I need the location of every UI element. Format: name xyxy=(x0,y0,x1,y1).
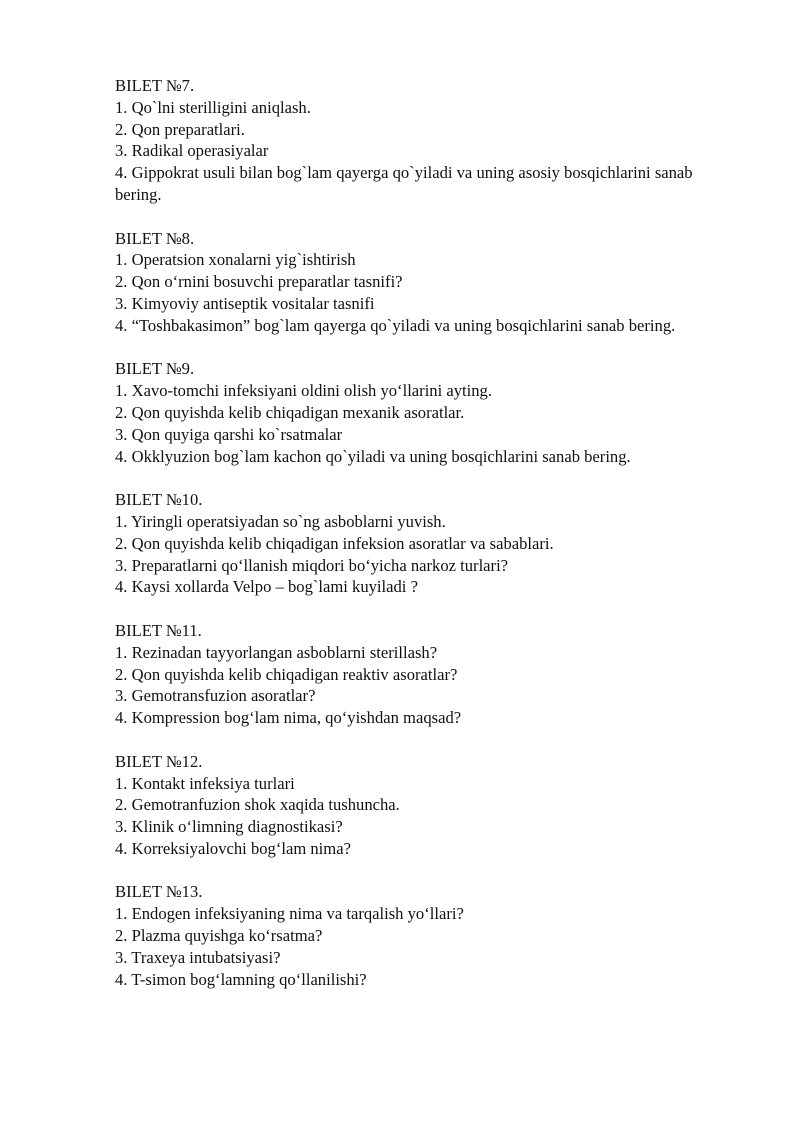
question-item: 1. Kontakt infeksiya turlari xyxy=(115,773,295,793)
ticket-title: BILET №13. xyxy=(115,882,203,902)
question-item: 2. Qon preparatlari. xyxy=(115,119,245,139)
question-item: 4. T-simon bog‘lamning qo‘llanilishi? xyxy=(115,969,367,989)
question-item: 3. Gemotransfuzion asoratlar? xyxy=(115,686,316,706)
ticket-title: BILET №8. xyxy=(115,228,195,248)
question-item: 2. Plazma quyishga ko‘rsatma? xyxy=(115,926,323,946)
question-item: 2. Qon quyishda kelib chiqadigan reaktiv asoratlar? xyxy=(115,664,458,684)
ticket-12 xyxy=(115,751,730,860)
ticket-title: BILET №10. xyxy=(115,490,203,510)
ticket-title: BILET №12. xyxy=(115,751,203,771)
question-item: 4. Korreksiyalovchi bog‘lam nima? xyxy=(115,838,351,858)
question-item: 1. Operatsion xonalarni yig`ishtirish xyxy=(115,250,356,270)
question-item: 4. Kaysi xollarda Velpo – bog`lami kuyiladi ? xyxy=(115,577,418,597)
question-item: 4. Kompression bog‘lam nima, qo‘yishdan maqsad? xyxy=(115,708,462,728)
ticket-7 xyxy=(115,75,730,206)
question-item: 1. Qo`lni sterilligini aniqlash. xyxy=(115,97,311,117)
question-item: 2. Qon quyishda kelib chiqadigan mexanik asoratlar. xyxy=(115,402,465,422)
question-item: 1. Endogen infeksiyaning nima va tarqalish yo‘llari? xyxy=(115,904,464,924)
ticket-title: BILET №9. xyxy=(115,359,195,379)
question-item: 3. Qon quyiga qarshi ko`rsatmalar xyxy=(115,424,343,444)
question-item: 4. Okklyuzion bog`lam kachon qo`yiladi va uning bosqichlarini sanab bering. xyxy=(115,446,631,466)
ticket-title: BILET №11. xyxy=(115,620,202,640)
question-item: 2. Qon o‘rnini bosuvchi preparatlar tasnifi? xyxy=(115,272,403,292)
document-page xyxy=(115,75,730,1012)
question-item: 3. Traxeya intubatsiyasi? xyxy=(115,947,281,967)
question-item: 3. Preparatlarni qo‘llanish miqdori bo‘yicha narkoz turlari? xyxy=(115,555,509,575)
ticket-13 xyxy=(115,881,730,990)
ticket-9 xyxy=(115,358,730,467)
ticket-10 xyxy=(115,489,730,598)
ticket-8 xyxy=(115,228,730,337)
question-item: 2. Gemotranfuzion shok xaqida tushuncha. xyxy=(115,795,400,815)
question-item: 1. Yiringli operatsiyadan so`ng asboblarni yuvish. xyxy=(115,511,446,531)
question-item: 1. Xavo-tomchi infeksiyani oldini olish yo‘llarini ayting. xyxy=(115,381,492,401)
question-item: 1. Rezinadan tayyorlangan asboblarni sterillash? xyxy=(115,642,438,662)
question-item: 3. Radikal operasiyalar xyxy=(115,141,269,161)
question-item: 4. “Toshbakasimon” bog`lam qayerga qo`yiladi va uning bosqichlarini sanab bering. xyxy=(115,315,676,335)
question-item: 2. Qon quyishda kelib chiqadigan infeksion asoratlar va sabablari. xyxy=(115,533,554,553)
ticket-11 xyxy=(115,620,730,729)
ticket-title: BILET №7. xyxy=(115,76,195,95)
question-item: 3. Klinik o‘limning diagnostikasi? xyxy=(115,817,343,837)
question-item: 3. Kimyoviy antiseptik vositalar tasnifi xyxy=(115,293,375,313)
question-item: 4. Gippokrat usuli bilan bog`lam qayerga qo`yiladi va uning asosiy bosqichlarini sanab bering. xyxy=(115,163,693,204)
